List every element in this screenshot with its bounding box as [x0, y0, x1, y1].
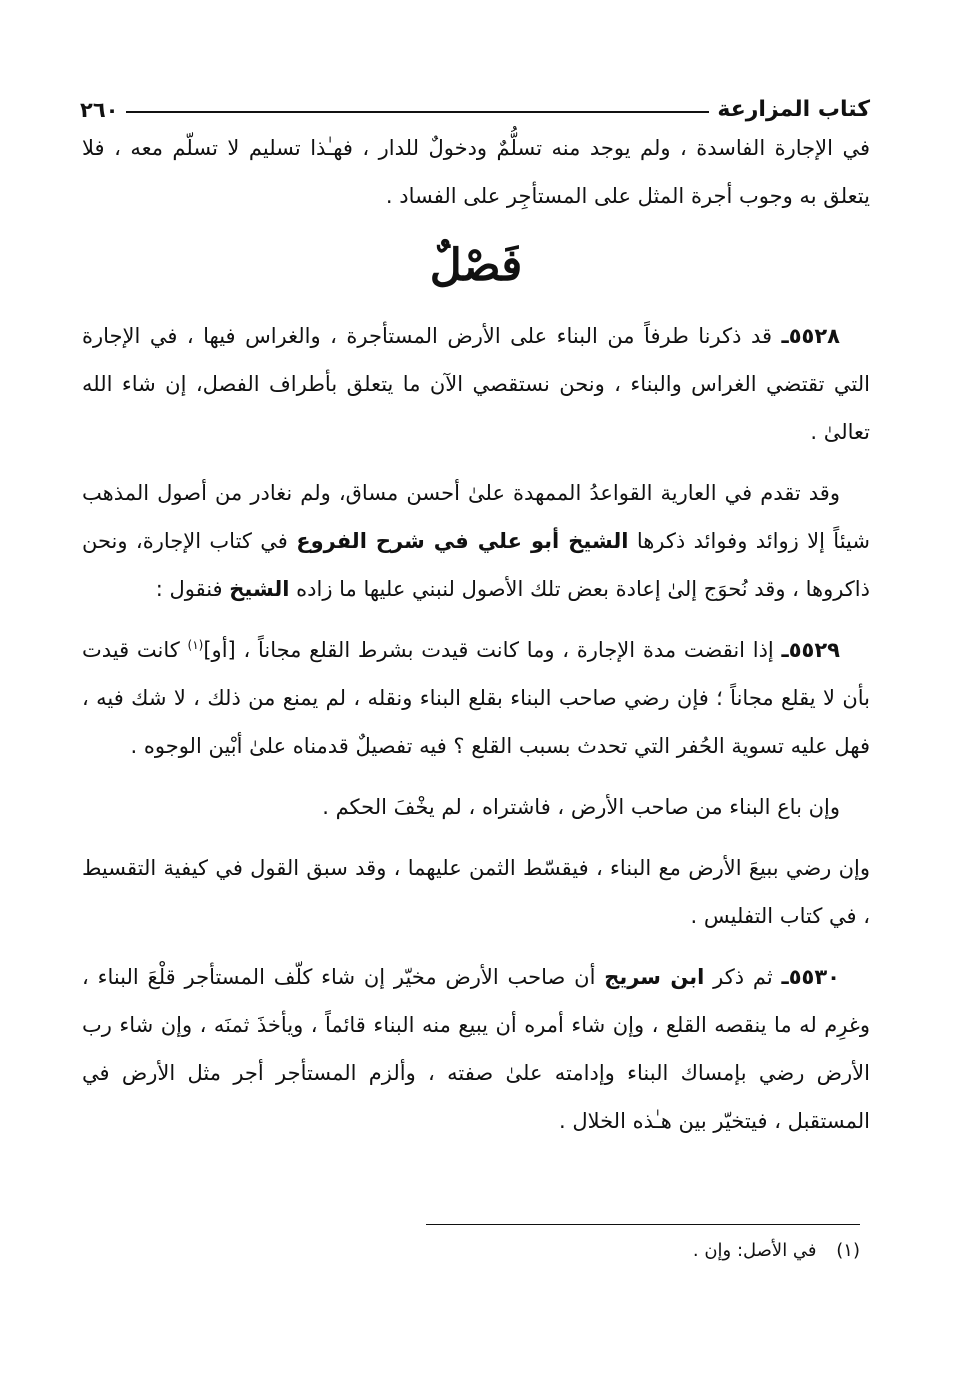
paragraph-text: إذا انقضت مدة الإجارة ، وما كانت قيدت بشرط القلع مجاناً ، [أو] [203, 638, 774, 662]
paragraph-text: كانت قيدت بأن لا يقلع مجاناً ؛ فإن رضي صاحب البناء بقلع البناء ونقله ، لم يمنع من ذلك ، لا شك فيه ، فهل عليه تسوية الحُفر التي تحدث بسبب القلع ؟ فيه تفصيلٌ قدمناه علىٰ أبْين الوجوه . [82, 638, 870, 758]
footnote [693, 1240, 860, 1261]
bold-name-shaykh: الشيخ [229, 577, 290, 601]
header-book-title: كتاب المزارعة [717, 97, 870, 122]
bold-name-shaykh-abu-ali: الشيخ أبو علي في شرح الفروع [296, 529, 629, 553]
paragraph-sale: وإن باع البناء من صاحب الأرض ، فاشتراه ، لم يخْفَ الحكم . [322, 795, 840, 819]
paragraph-text: في كتاب الإجارة، ونحن ذاكروها ، وقد نُحوَج إلىٰ إعادة بعض تلك الأصول لنبني عليها ما زاده [82, 529, 870, 601]
section-heading-wrap [82, 220, 870, 312]
running-header [80, 82, 870, 122]
section-heading: فَصْلٌ [429, 240, 523, 291]
bold-name-ibn-surayj: ابن سريج [604, 965, 705, 989]
paragraph-number: ٥٥٢٩ـ [781, 638, 840, 662]
paragraph-text: فنقول : [155, 577, 223, 601]
page-body [82, 124, 870, 1145]
paragraph-5528 [82, 312, 870, 456]
paragraph-text: ثم ذكر [713, 965, 773, 989]
header-rule [126, 111, 709, 113]
footnote-text: في الأصل: وإن . [692, 1240, 817, 1261]
intro-line-2: فلا يتعلق به وجوب أجرة المثل على المستأجِر على الفساد . [82, 136, 870, 208]
paragraph-number: ٥٥٢٨ـ [781, 324, 840, 348]
paragraph-text: وقد تقدم في العارية القواعدُ الممهدة علىٰ أحسن مساق، ولم نغادر من أصول المذهب شيئاً إلا زوائد وفوائد ذكرها [82, 481, 870, 553]
paragraph-consent: وإن رضي ببيعَ الأرض مع البناء ، فيقسّط الثمن عليهما ، وقد سبق القول في كيفية التقسيط ، في كتاب التفليس . [82, 856, 870, 928]
paragraph-qad-taqaddam [82, 469, 870, 613]
page-number: ٢٦٠ [80, 98, 119, 122]
paragraph-text: قد ذكرنا طرفاً من البناء على الأرض المستأجرة ، والغراس فيها ، في الإجارة التي تقتضي الغراس والبناء ، ونحن نستقصي الآن ما يتعلق بأطراف الفصل، إن شاء الله تعالىٰ . [82, 324, 870, 444]
footnote-marker: (١) [836, 1240, 860, 1261]
footnote-divider [426, 1224, 860, 1225]
paragraph-5529 [82, 626, 870, 770]
paragraph-5530 [82, 953, 870, 1145]
footnote-reference[interactable]: (١) [187, 638, 204, 652]
paragraph-text: أن صاحب الأرض مخيّر إن شاء كلّف المستأجر قلْعَ البناء ، وغرِم له ما ينقصه القلع ، وإن شاء أمره أن يبيع منه البناء قائماً ، ويأخذَ ثمنَه ، وإن شاء رب الأرض رضي بإمساك البناء وإدامته علىٰ صفته ، وألزم المستأجر أجر مثل الأرض في المستقبل ، فيتخيّر بين هـٰذه الخلال . [82, 965, 870, 1133]
intro-line-1: في الإجارة الفاسدة ، ولم يوجد منه تسلُّمٌ ودخولٌ للدار ، فهـٰذا تسليم لا تسلّم معه ، [114, 136, 870, 160]
intro-paragraph [82, 124, 870, 220]
paragraph-number: ٥٥٣٠ـ [781, 965, 840, 989]
